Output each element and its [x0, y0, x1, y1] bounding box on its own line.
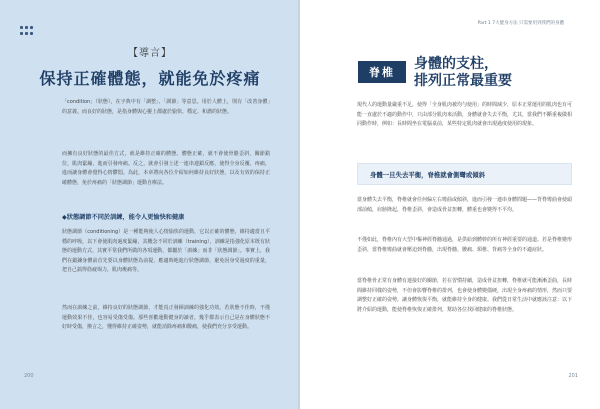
right-title-line-1: 身體的支柱，: [414, 56, 498, 72]
section-subheading: ◆狀態調節不同於訓練，能令人更愉快和健康: [62, 214, 185, 221]
page-title: 保持正確體態，就能免於疼痛: [39, 69, 261, 88]
right-paragraph-4: 當脊椎骨正常有身體有連接好的關節，若在習慣持續，造成骨盆扭轉，脊椎就可能漸漸歪曲，長時間維持同樣的姿勢，不但會影響脊椎的排列，也會使身體變僵硬，出現全身疼痛的情形，然而只要調整好正確的姿勢，讓身體恢復平衡，就能維持全身的健康。我們從日常生活中就應該注意：以下將介紹的運動，能使脊椎恢復正確排列，幫助各位找回健康的脊椎狀態。: [357, 278, 573, 313]
page-number-right: 201: [568, 373, 578, 379]
callout-box: 身體一旦失去平衡，脊椎就會側彎或傾斜: [357, 163, 572, 185]
right-title-line-2: 排列正常最重要: [414, 73, 512, 89]
grid-menu-icon: [20, 26, 34, 36]
running-header: Part 1 7大健身方法 只需要用到我們的身體: [477, 21, 564, 26]
section-badge: 脊椎: [358, 61, 406, 83]
right-paragraph-2: 當身體失去平衡，脊椎就會任何偏左右彎曲或傾斜，進而引發一連串身體問題——背脊彎曲會使頭部前傾，肩膀隆起，脊椎歪斜，會造成骨盆扭轉，體重也會變得不平均。: [357, 197, 573, 213]
right-page-title: [414, 56, 512, 90]
body-paragraph-1: 狀態調節（conditioning）是一種能夠使人心情愉快的運動，它以正確的體態，維持適當且平穩的呼吸，以下會使肌肉過度緊繃，其概念不同於訓練（training），訓練是指強化原本既有狀態的運動方式，其實平常我們所做的各項運動，都屬於「訓練」而非「狀態調節」。事實上，我們在鍛鍊身體前首先要以身體狀態為前提，應適時地進行狀態調節，避免因身受過度的重量，把自己搞得筋疲竭力，肌肉痠痛等。: [62, 229, 270, 274]
intro-paragraph-1: 「condition」（狀態），在字典中有「調整」、「調節」等意思。用於人體上，則有「改善身體」的意義。而良好的狀態，是指身體與心靈上都處於愉快、穩定、和諧的狀態。: [62, 99, 270, 115]
right-paragraph-3: 不僅如此，脊椎內有大型中樞神經脊髓通過，是供給到體幹的所有神經重要的通道。若是脊椎變形歪斜，當脊椎彎曲就會壓迫到脊髓，出現脊髓、腰痛、頸椎、背痛等全身的不適症狀。: [357, 237, 573, 253]
right-paragraph-1: 現代人的運動量嚴重不足，使得「全身肌肉被均勻使用」的時間減少，原本正常運用的肌肉也有可能一直處於不適的動作中，只由部分肌肉來活動，身體就會失去平衡，尤其，當我們不斷重複做相同動作時，例如：長時間坐在電腦桌前，某些特定肌肉就會出現過度使用的現象。: [357, 102, 573, 128]
intro-paragraph-2: 而擁有良好狀態的最佳方式，就是維持正確的體態。體態正確，就不會使骨骼歪斜，關節錯位，肌肉緊繃，進而引發疼痛。反之，就會引發上述一連串連鎖反應，使得全身反覆、疼痛，進而讓身體會覺得心情鬱悶。為此，本章將向各位介紹如何維持良好狀態，以及有效的保持正確體態，免於疼痛的「狀態調節」運動自療法。: [62, 151, 270, 186]
body-paragraph-2: 然而在訓練之前，維持良好的狀態調節，才能真正發揮訓練的強化功效。若狀態不佳時，不僅運動效果不佳，也容易受傷受傷。那些喜歡運動健身的讀者，幾乎都表示自己是在身體狀態不好時受傷，換言之，懂得維持正確姿勢，就能消除疼痛和酸痛，使我們充分享受運動。: [62, 305, 270, 331]
page-number-left: 200: [24, 373, 34, 379]
section-tag: 【導言】: [128, 48, 172, 59]
